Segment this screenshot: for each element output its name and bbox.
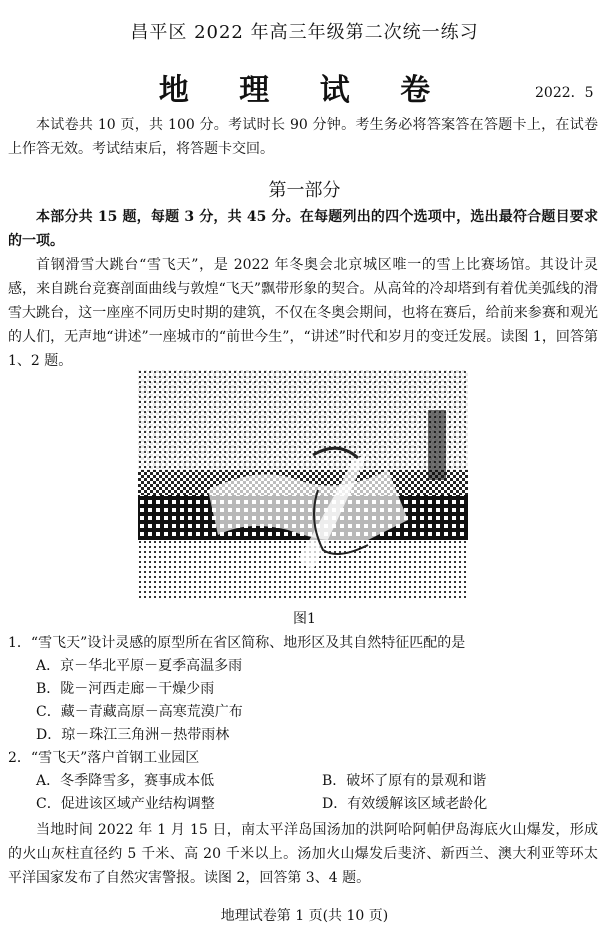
question-2-option-a: A．冬季降雪多，赛事成本低 (36, 773, 215, 789)
question-2-option-b: B．破坏了原有的景观和谐 (322, 773, 487, 789)
subject-title: 地 理 试 卷 (158, 73, 451, 108)
section-title: 第一部分 (268, 180, 341, 201)
figure-1-image (138, 370, 468, 600)
reading-passage-1: 首钢滑雪大跳台“雪飞天”，是 2022 年冬奥会北京城区唯一的雪上比赛场馆。其设计灵感，来自跳台竞赛剖面曲线与敦煌“飞天”飘带形象的契合。从高耸的冷却塔到有着优美弧线的滑雪大跳台，这一座座不同历史时期的建筑，不仅在冬奥会期间，也将在赛后，给前来参赛和观光的人们，无声地“讲述”一座城市的“前世今生”，“讲述”时代和岁月的变迁发展。读图 1，回答第 1、2 题。 (8, 257, 598, 369)
question-1-stem: 1．“雪飞天”设计灵感的原型所在省区简称、地形区及其自然特征匹配的是 (8, 635, 466, 651)
question-2-option-c: C．促进该区域产业结构调整 (36, 796, 215, 812)
exam-title: 昌平区 2022 年高三年级第二次统一练习 (130, 22, 479, 43)
section-intro: 本部分共 15 题，每题 3 分，共 45 分。在每题列出的四个选项中，选出最符合题目要求的一项。 (8, 209, 598, 249)
figure-1-caption: 图1 (293, 611, 316, 627)
exam-date: 2022．5 (535, 85, 594, 101)
question-1-option-b: B．陇－河西走廊－干燥少雨 (36, 681, 215, 697)
ski-jump-halftone-photo (138, 370, 468, 600)
exam-instructions: 本试卷共 10 页，共 100 分。考试时长 90 分钟。考生务必将答案答在答题卡上，在试卷上作答无效。考试结束后，将答题卡交回。 (8, 117, 598, 157)
question-1-option-d: D．琼－珠江三角洲－热带雨林 (36, 727, 230, 743)
page-footer: 地理试卷第 1 页(共 10 页) (220, 908, 389, 924)
question-2-option-d: D．有效缓解该区域老龄化 (322, 796, 488, 812)
question-1-option-c: C．藏－青藏高原－高寒荒漠广布 (36, 704, 243, 720)
question-2-stem: 2．“雪飞天”落户首钢工业园区 (8, 750, 200, 766)
question-1-option-a: A．京－华北平原－夏季高温多雨 (36, 658, 243, 674)
reading-passage-2: 当地时间 2022 年 1 月 15 日，南太平洋岛国汤加的洪阿哈阿帕伊岛海底火山爆发，形成的火山灰柱直径约 5 千米、高 20 千米以上。汤加火山爆发后斐济、新西兰、澳大利亚等环太平洋国家发布了自然灾害警报。读图 2，回答第 3、4 题。 (8, 822, 598, 886)
